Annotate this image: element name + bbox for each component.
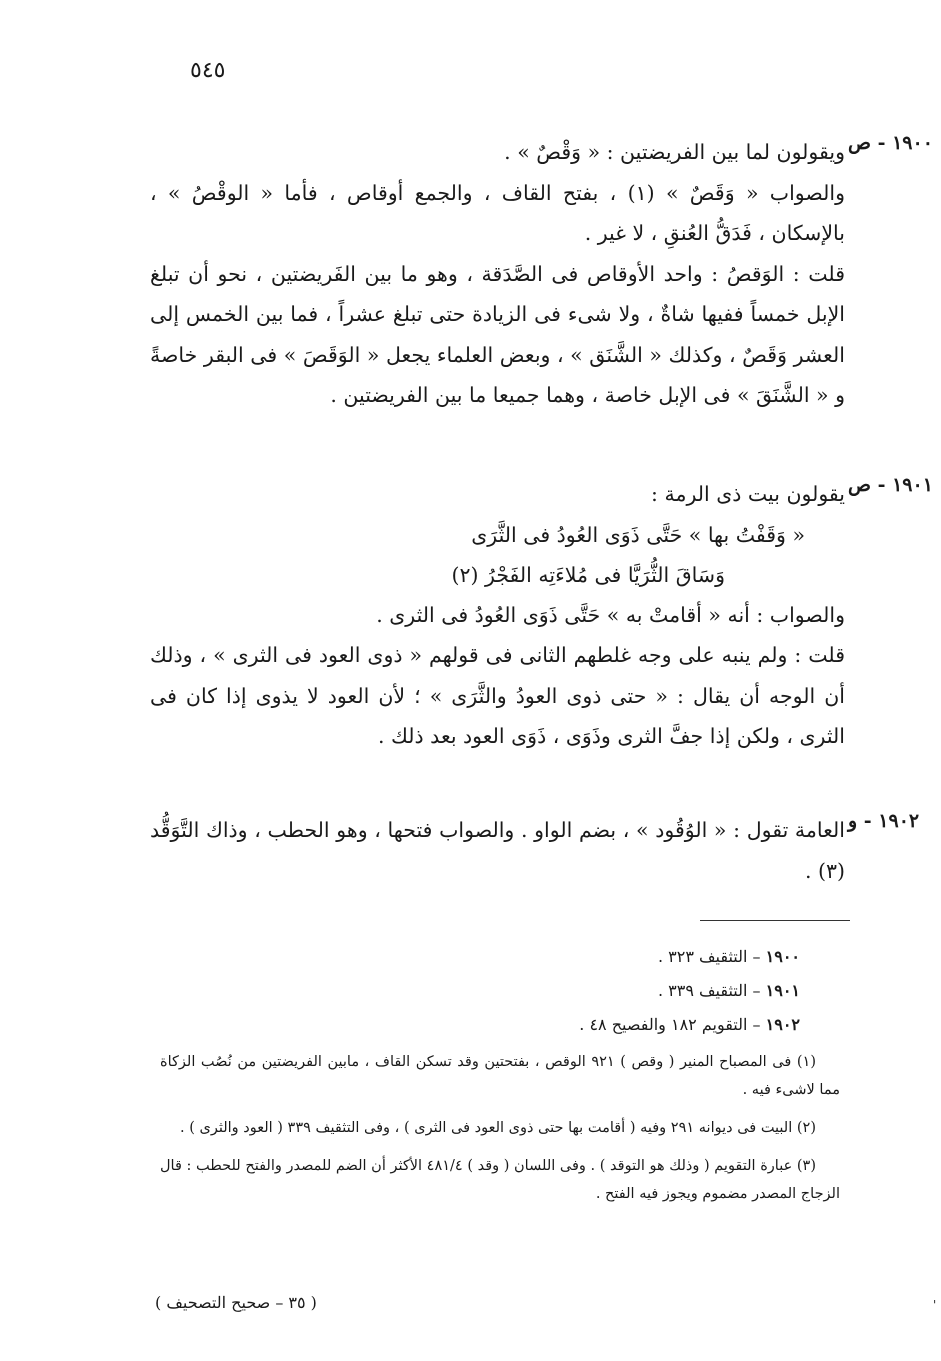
margin-mark: ' [933, 1298, 937, 1312]
verse-line-1: « وَقَفْتُ بها » حَتَّى ذَوَى العُودُ فى الثَّرَى [471, 522, 805, 547]
entry-body [150, 810, 845, 891]
reference-item [150, 974, 840, 1008]
entry-body [150, 474, 845, 757]
entry-1902 [150, 810, 940, 891]
reference-number: ١٩٠٠ [765, 947, 800, 966]
references-list [150, 940, 840, 1042]
entry-paragraph: قلت : ولم ينبه على وجه غلطهم الثانى فى قولهم « ذوى العود فى الثرى » ، وذلك أن الوجه أن يقال : « حتى ذوى العودُ والثَّرَى » ؛ لأن العود لا يذوى إذا كان فى الثرى ، ولكن إذا جفَّ الثرى وذَوَى ، ذَوَى العود بعد ذلك . [150, 643, 845, 748]
reference-item [150, 940, 840, 974]
reference-text: – التقويم ١٨٢ والفصيح ٤٨ . [579, 1015, 766, 1034]
entry-1900 [150, 132, 940, 416]
entry-paragraph: ويقولون لما بين الفريضتين : « وَقْصٌ » . [504, 140, 845, 164]
entry-body [150, 132, 845, 416]
reference-item [150, 1008, 840, 1042]
entry-number: ١٩٠٠ - ص [848, 132, 933, 154]
footnote: (١) فى المصباح المنير ( وقص ) ٩٢١ الوقص ، بفتحتين وقد تسكن القاف ، مابين الفريضتين من نُصُب الزكاة مما لاشىء فيه . [160, 1054, 840, 1098]
poem-verse [150, 515, 845, 595]
entry-paragraph: والصواب « وَقَصٌ » (١) ، بفتح القاف ، والجمع أوقاص ، فأما « الوقْصُ » ، بالإسكان ، فَدَقُّ العُنقِ ، لا غير . [150, 180, 846, 245]
entry-number: ١٩٠٢ - و [848, 810, 920, 832]
entry-paragraph: قلت : الوَقصُ : واحد الأوقاص فى الصَّدَقة ، وهو ما بين الفَريضتين ، نحو أن تبلغ الإبل خمساً ففيها شاةٌ ، ولا شىء فى الزيادة حتى تبلغ عشراً ، فما بين الخمس إلى العشر وَقَصٌ ، وكذلك « الشَّنَق » ، وبعض العلماء يجعل « الوَقَصَ » فى البقر خاصةً و « الشَّنَقَ » فى الإبل خاصة ، وهما جميعا ما بين الفريضتين . [150, 261, 845, 407]
entry-paragraph: العامة تقول : « الوُقُود » ، بضم الواو . والصواب فتحها ، وهو الحطب ، وذاك التَّوَقُّد (٣) . [150, 818, 845, 883]
footnotes [160, 1048, 840, 1218]
reference-number: ١٩٠٢ [765, 1015, 800, 1034]
entry-intro: يقولون بيت ذى الرمة : [651, 482, 845, 506]
page-number: ٥٤٥ [190, 58, 226, 83]
reference-number: ١٩٠١ [765, 981, 800, 1000]
reference-text: – التثقيف ٣٣٩ . [657, 981, 766, 1000]
entry-paragraph: والصواب : أنه « أقامتْ به » حَتَّى ذَوَى العُودُ فى الثرى . [376, 602, 845, 627]
footnote: (٣) عبارة التقويم ( وذلك هو التوقد ) . وفى اللسان ( وقد ) ٤٨١/٤ الأكثر أن الضم للمصدر والفتح للحطب : قال الزجاج المصدر مضموم ويجوز فيه الفتح . [160, 1158, 840, 1202]
entry-1901 [150, 474, 940, 757]
reference-text: – التثقيف ٣٢٣ . [657, 947, 766, 966]
entry-number: ١٩٠١ - ص [848, 474, 933, 496]
signature-label: ( ٣٥ – صحيح التصحيف ) [155, 1293, 317, 1312]
footnote-divider [700, 920, 850, 921]
footnote: (٢) البيت فى ديوانه ٢٩١ وفيه ( أقامت بها حتى ذوى العود فى الثرى ) ، وفى التثقيف ٣٣٩ ( العود والثرى ) . [179, 1120, 816, 1136]
verse-line-2: وَسَاقَ الثُّرَيَّا فى مُلاءَتِه الفَجْرُ (٢) [451, 562, 725, 587]
